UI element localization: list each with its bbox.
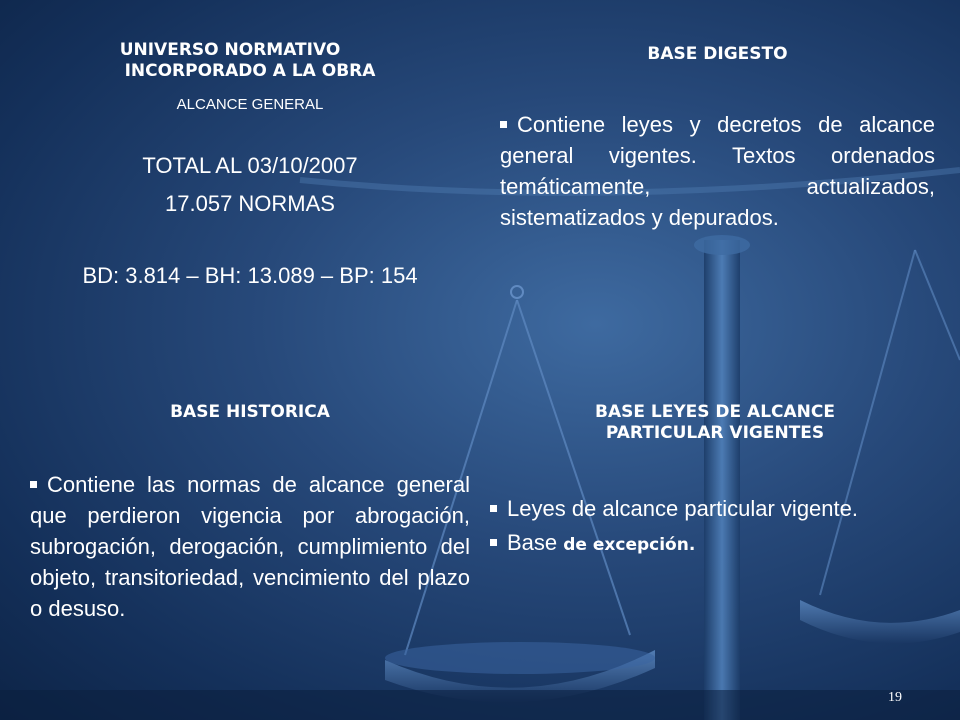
base-excepcion-bold: de excepción.: [563, 535, 696, 555]
base-leyes-heading-line2: PARTICULAR VIGENTES: [605, 423, 825, 443]
base-historica-heading: BASE HISTORICA: [170, 402, 330, 422]
base-historica-bullet: [30, 469, 470, 624]
base-digesto-section: [500, 44, 935, 233]
bases-breakdown-text: BD: 3.814 – BH: 13.089 – BP: 154: [82, 263, 418, 288]
base-digesto-heading: BASE DIGESTO: [647, 44, 788, 64]
bullet-square-icon: [490, 505, 497, 512]
normas-count-text: 17.057 NORMAS: [165, 191, 335, 216]
base-historica-text: Contiene las normas de alcance general que perdieron vigencia por abrogación, subrogación, derogación, cumplimiento del objeto, transitoriedad, vencimiento del plazo o desuso.: [30, 472, 470, 621]
base-historica-section: [30, 402, 470, 624]
base-digesto-text: Contiene leyes y decretos de alcance general vigentes. Textos ordenados temáticamente, actualizados, sistematizados y depurados.: [500, 112, 935, 230]
page-number: 19: [888, 690, 902, 705]
base-leyes-heading-line1: BASE LEYES DE ALCANCE: [594, 402, 835, 422]
base-excepcion-prefix: Base: [507, 530, 564, 555]
total-date-text: TOTAL AL 03/10/2007: [142, 153, 358, 178]
leyes-particular-text: Leyes de alcance particular vigente.: [507, 496, 858, 521]
bullet-square-icon: [490, 539, 497, 546]
base-leyes-particular-section: [490, 402, 940, 556]
base-excepcion-bullet: [490, 530, 940, 556]
bullet-square-icon: [30, 481, 37, 488]
alcance-general-label: ALCANCE GENERAL: [176, 96, 324, 113]
leyes-particular-bullet: [490, 496, 940, 522]
bullet-square-icon: [500, 121, 507, 128]
base-digesto-bullet: [500, 109, 935, 233]
universo-heading-line1: UNIVERSO NORMATIVO: [119, 40, 341, 60]
universo-normativo-section: [40, 40, 460, 289]
universo-heading-line2: INCORPORADO A LA OBRA: [124, 61, 376, 81]
